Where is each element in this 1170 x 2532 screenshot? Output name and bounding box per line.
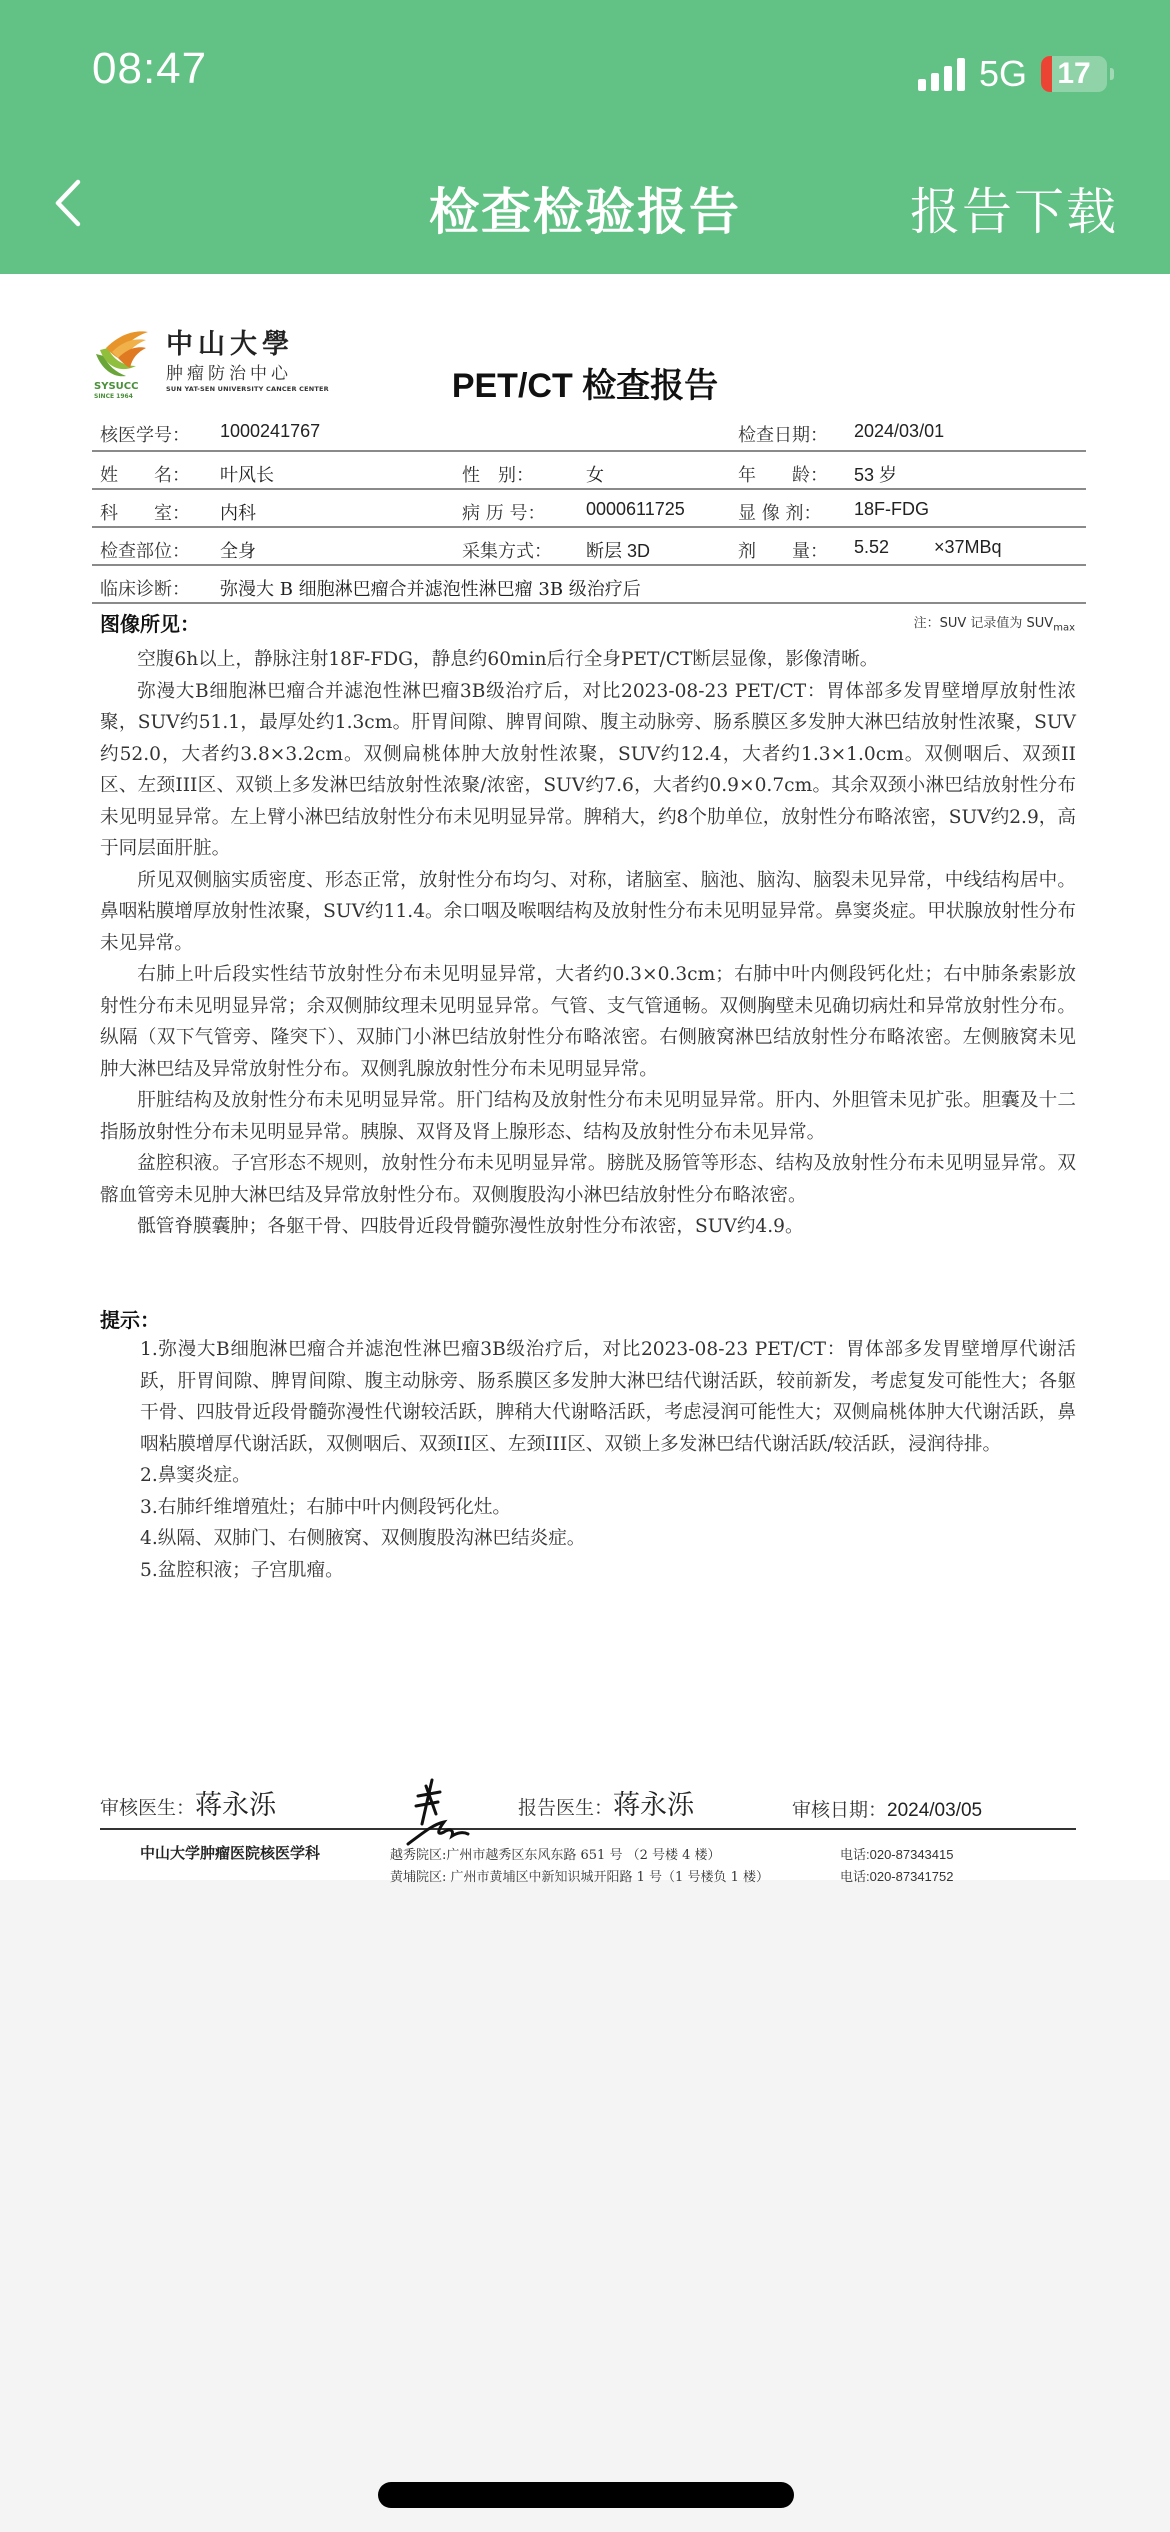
impression-text bbox=[140, 1334, 1076, 1586]
sex-label: 性 别： bbox=[462, 465, 534, 486]
logo-university-name: 中山大學 bbox=[166, 329, 294, 360]
tracer-label: 显 像 剂： bbox=[738, 503, 822, 524]
battery-tip bbox=[1110, 68, 1114, 80]
status-time: 08:47 bbox=[92, 44, 208, 93]
exam-date-label: 检查日期： bbox=[738, 425, 828, 446]
handwritten-signature bbox=[378, 1774, 488, 1848]
dept-label: 科 室： bbox=[100, 503, 190, 524]
app-header bbox=[0, 0, 1170, 274]
impression-item: 5.盆腔积液；子宫肌瘤。 bbox=[140, 1559, 344, 1581]
review-date bbox=[792, 1795, 982, 1822]
review-date-value: 2024/03/05 bbox=[887, 1800, 983, 1821]
logo-abbr: SYSUCC bbox=[94, 381, 139, 392]
network-type: 5G bbox=[978, 53, 1027, 94]
home-indicator[interactable] bbox=[378, 2482, 794, 2508]
battery-level bbox=[1041, 56, 1052, 92]
tracer-value: 18F-FDG bbox=[854, 499, 930, 519]
record-no-label: 病 历 号： bbox=[462, 503, 546, 524]
sex-value: 女 bbox=[586, 465, 604, 486]
review-date-label: 审核日期： bbox=[792, 1799, 888, 1821]
dept-value: 内科 bbox=[220, 503, 256, 524]
findings-paragraph: 空腹6h以上，静脉注射18F-FDG，静息约60min后行全身PET/CT断层显像，影像清晰。 bbox=[137, 649, 879, 670]
name-value: 叶风长 bbox=[220, 465, 274, 486]
reviewer-name: 蒋永泺 bbox=[195, 1790, 277, 1821]
findings-paragraph: 所见双侧脑实质密度、形态正常，放射性分布均匀、对称，诸脑室、脑池、脑沟、脑裂未见异常，中线结构居中。鼻咽粘膜增厚放射性浓聚，SUV约11.4。余口咽及喉咽结构及放射性分布未见明显异常。鼻窦炎症。甲状腺放射性分布未见异常。 bbox=[100, 869, 1076, 954]
record-no-value: 0000611725 bbox=[586, 499, 685, 519]
age-label: 年 龄： bbox=[738, 465, 828, 486]
patient-info-table bbox=[92, 412, 1086, 604]
impression-item: 4.纵隔、双肺门、右侧腋窝、双侧腹股沟淋巴结炎症。 bbox=[140, 1528, 586, 1549]
findings-paragraph: 右肺上叶后段实性结节放射性分布未见明显异常，大者约0.3×0.3cm；右肺中叶内侧段钙化灶；右中肺条索影放射性分布未见明显异常；余双侧肺纹理未见明显异常。气管、支气管通畅。双侧胸壁未见确切病灶和异常放射性分布。纵隔（双下气管旁、隆突下）、双肺门小淋巴结放射性分布略浓密。右侧腋窝淋巴结放射性分布略浓密。左侧腋窝未见肿大淋巴结及异常放射性分布。双侧乳腺放射性分布未见明显异常。 bbox=[100, 964, 1076, 1080]
info-row bbox=[92, 452, 1086, 490]
impression-item: 1.弥漫大B细胞淋巴瘤合并滤泡性淋巴瘤3B级治疗后，对比2023-08-23 PET/CT：胃体部多发胃壁增厚代谢活跃，肝胃间隙、脾胃间隙、腹主动脉旁、肠系膜区多发肿大淋巴结代谢活跃，较前新发，考虑复发可能性大；各躯干骨、四肢骨近段骨髓弥漫性代谢较活跃，脾稍大代谢略活跃，考虑浸润可能性大；双侧扁桃体肿大代谢活跃，鼻咽粘膜增厚代谢活跃，双侧咽后、双颈II区、左颈III区、双锁上多发淋巴结代谢活跃/较活跃，浸润待排。 bbox=[140, 1339, 1076, 1455]
reporter bbox=[518, 1783, 694, 1822]
dose-unit: ×37MBq bbox=[934, 537, 1002, 557]
diagnosis-label: 临床诊断： bbox=[100, 579, 190, 600]
battery-percent: 17 bbox=[1057, 57, 1091, 90]
campus-address-1: 越秀院区:广州市越秀区东风东路 651 号 （2 号楼 4 楼） bbox=[390, 1848, 721, 1863]
site-label: 检查部位： bbox=[100, 541, 190, 562]
age-value: 53 岁 bbox=[854, 465, 898, 485]
findings-text bbox=[100, 644, 1076, 1243]
findings-paragraph: 骶管脊膜囊肿；各躯干骨、四肢骨近段骨髓弥漫性放射性分布浓密，SUV约4.9。 bbox=[137, 1216, 804, 1237]
findings-paragraph: 弥漫大B细胞淋巴瘤合并滤泡性淋巴瘤3B级治疗后，对比2023-08-23 PET/CT：胃体部多发胃壁增厚放射性浓聚，SUV约51.1，最厚处约1.3cm。肝胃间隙、脾胃间隙、腹主动脉旁、肠系膜区多发肿大淋巴结放射性浓聚，SUV约52.0，大者约3.8×3.2cm。双侧扁桃体肿大放射性浓聚，SUV约12.4，大者约1.3×1.0cm。双侧咽后、双颈II区、左颈III区、双锁上多发淋巴结放射性浓聚/浓密，SUV约7.6，大者约0.9×0.7cm。其余双颈小淋巴结放射性分布未见明显异常。左上臂小淋巴结放射性分布未见明显异常。脾稍大，约8个肋单位，放射性分布略浓密，SUV约2.9，高于同层面肝脏。 bbox=[100, 680, 1076, 859]
exam-date-value: 2024/03/01 bbox=[854, 421, 945, 441]
reporter-label: 报告医生： bbox=[518, 1797, 614, 1819]
dose-label: 剂 量： bbox=[738, 541, 828, 562]
nuclear-no-label: 核医学号： bbox=[100, 425, 190, 446]
download-report-button[interactable]: 报告下载 bbox=[910, 183, 1118, 241]
campus-address-2: 黄埔院区: 广州市黄埔区中新知识城开阳路 1 号（1 号楼负 1 楼） bbox=[390, 1870, 769, 1885]
info-row bbox=[92, 490, 1086, 528]
findings-paragraph: 肝脏结构及放射性分布未见明显异常。肝门结构及放射性分布未见明显异常。肝内、外胆管未见扩张。胆囊及十二指肠放射性分布未见明显异常。胰腺、双肾及肾上腺形态、结构及放射性分布未见异常。 bbox=[100, 1090, 1076, 1143]
nuclear-no-value: 1000241767 bbox=[220, 421, 321, 441]
site-value: 全身 bbox=[220, 541, 256, 562]
info-row bbox=[92, 412, 1086, 452]
name-label: 姓 名： bbox=[100, 465, 190, 486]
logo-english-name: SUN YAT-SEN UNIVERSITY CANCER CENTER bbox=[166, 385, 329, 393]
reviewer-label: 审核医生： bbox=[100, 1797, 196, 1819]
signoff-row bbox=[100, 1784, 1076, 1830]
reporter-name: 蒋永泺 bbox=[613, 1790, 695, 1821]
page-title: 检查检验报告 bbox=[429, 183, 741, 241]
reviewer bbox=[100, 1783, 276, 1822]
status-indicators bbox=[918, 52, 1114, 96]
findings-paragraph: 盆腔积液。子宫形态不规则，放射性分布未见明显异常。膀胱及肠管等形态、结构及放射性分布未见明显异常。双髂血管旁未见肿大淋巴结及异常放射性分布。双侧腹股沟小淋巴结放射性分布略浓密。 bbox=[100, 1153, 1076, 1206]
logo-center-name: 肿瘤防治中心 bbox=[166, 364, 292, 384]
impression-heading: 提示： bbox=[100, 1308, 160, 1332]
dose-value: 5.52 bbox=[854, 537, 890, 557]
info-row bbox=[92, 566, 1086, 604]
signal-icon bbox=[918, 57, 965, 91]
logo-since: SINCE 1964 bbox=[94, 393, 133, 400]
campus-phone-2: 电话:020-87341752 bbox=[840, 1869, 954, 1884]
impression-item: 3.右肺纤维增殖灶；右肺中叶内侧段钙化灶。 bbox=[140, 1496, 512, 1518]
campus-phone-1: 电话:020-87343415 bbox=[840, 1847, 954, 1862]
method-value: 断层 3D bbox=[586, 541, 651, 561]
department-name: 中山大学肿瘤医院核医学科 bbox=[140, 1844, 321, 1862]
battery-icon bbox=[1041, 56, 1107, 92]
suv-note-sub: max bbox=[1053, 622, 1075, 634]
impression-item: 2.鼻窦炎症。 bbox=[140, 1465, 251, 1486]
findings-heading: 图像所见： bbox=[100, 612, 200, 636]
diagnosis-value: 弥漫大 B 细胞淋巴瘤合并滤泡性淋巴瘤 3B 级治疗后 bbox=[220, 579, 641, 600]
report-document bbox=[0, 274, 1170, 1885]
suv-note bbox=[914, 612, 1075, 634]
info-row bbox=[92, 528, 1086, 566]
report-title: PET/CT 检查报告 bbox=[451, 367, 719, 405]
method-label: 采集方式： bbox=[462, 541, 552, 562]
suv-note-text: 注：SUV 记录值为 SUV bbox=[913, 616, 1054, 631]
